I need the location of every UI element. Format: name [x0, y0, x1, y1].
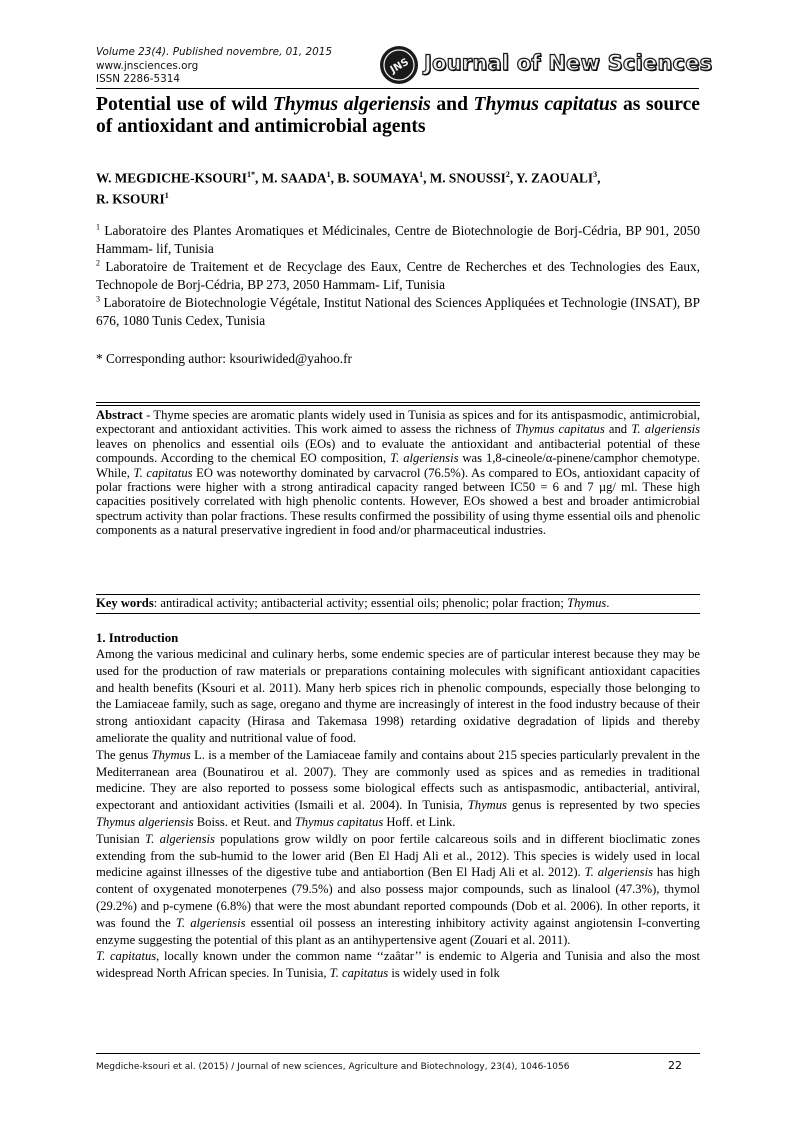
- abstract-mid-rule: [96, 594, 700, 595]
- species-name: T. capitatus: [96, 949, 157, 964]
- title-text-1: Potential use of wild: [96, 94, 273, 115]
- title-species-1: Thymus algeriensis: [272, 94, 431, 115]
- author-name: W. MEGDICHE-KSOURI: [96, 170, 247, 186]
- introduction-body: [96, 646, 700, 982]
- journal-logo: [378, 44, 713, 86]
- corresponding-author: * Corresponding author: ksouriwided@yahoo.fr: [96, 351, 352, 366]
- species-name: Thymus algeriensis: [96, 814, 194, 829]
- footer-citation: Megdiche-ksouri et al. (2015) / Journal of new sciences, Agriculture and Biotechnology, 23(4), 1046-1056: [96, 1062, 570, 1072]
- author-affil-mark: 1: [164, 191, 169, 201]
- affiliation-text: Laboratoire de Traitement et de Recyclage des Eaux, Centre de Recherches et des Technologies des Eaux, Technopole de Borj-Cédria, BP 273, 2050 Hammam- Lif, Tunisia: [96, 259, 700, 292]
- species-name: Thymus capitatus: [294, 814, 384, 829]
- abstract-text: EO was noteworthy dominated by carvacrol (76.5%). As compared to EOs, antioxidant capacity of polar fractions were higher with a strong antiradical capacity ranged between IC50 = 6 and 7 µg/ ml. These high capacities positively correlated with high phenolic contents. However, EOs showed a best and broader antimicrobial spectrum activity than polar fractions. These results confirmed the possibility of using thyme essential oils and phenolic components as a natural preservative ingredient in food and/or pharmaceutical industries.: [96, 465, 701, 538]
- affiliations: [96, 222, 700, 330]
- affiliation-text: Laboratoire des Plantes Aromatiques et Médicinales, Centre de Biotechnologie de Borj-Cédria, BP 901, 2050 Hammam- lif, Tunisia: [96, 223, 701, 256]
- species-name: T. algeriensis: [145, 831, 215, 846]
- author-affil-mark: 1: [326, 170, 331, 179]
- paragraph: [96, 831, 700, 949]
- text-run: essential oil possess an interesting inhibitory activity against angiotensin I-converting enzyme suggesting the potential of this plant as an antihypertensive agent (Zouari et al. 2011).: [96, 915, 700, 947]
- affiliation-number: 3: [96, 294, 100, 304]
- abstract-bottom-rule: [96, 613, 700, 614]
- text-run: is widely used in folk: [388, 966, 500, 981]
- affiliation-item: [96, 222, 700, 258]
- author-name: M. SAADA: [261, 170, 327, 186]
- header-rule: [96, 88, 699, 89]
- affiliation-text: Laboratoire de Biotechnologie Végétale, Institut National des Sciences Appliquées et Technologie (INSAT), BP 676, 1080 Tunis Cedex, Tunisia: [96, 295, 701, 328]
- jns-seal-icon: [378, 44, 422, 86]
- author-affil-mark: 2: [505, 170, 510, 179]
- logo-badge-text: JNS: [388, 56, 411, 76]
- text-run: genus is represented by two species: [506, 798, 700, 813]
- species-name: T. capitatus: [329, 966, 389, 981]
- abstract-species: T. algeriensis: [390, 451, 459, 466]
- keywords-end: .: [606, 596, 610, 610]
- text-run: The genus: [96, 747, 152, 762]
- author-name: R. KSOURI: [96, 191, 165, 207]
- abstract-text: - Thyme species are aromatic plants widely used in Tunisia as spices and for its antispasmodic, antimicrobial, expectorant and antioxidant activities. This work aimed to assess the richness of: [96, 408, 700, 437]
- volume-line: Volume 23(4). Published novembre, 01, 2015: [96, 46, 332, 58]
- keywords-label: Key words: [96, 596, 154, 610]
- abstract-species: Thymus capitatus: [515, 422, 605, 437]
- abstract-label: Abstract: [96, 408, 143, 422]
- abstract-species: T. algeriensis: [631, 422, 701, 437]
- paper-title: [96, 94, 700, 138]
- text-run: Hoff. et Link.: [383, 814, 456, 829]
- abstract-text: was 1,8-cineole/α-pinene/camphor chemotype. While,: [96, 451, 700, 480]
- abstract-text: and: [604, 422, 632, 437]
- text-run: , locally known under the common name ‘‘zaâtar’’ is endemic to Algeria and Tunisia and also the most widespread North African species. In Tunisia,: [96, 949, 700, 981]
- section-heading-introduction: 1. Introduction: [96, 631, 179, 645]
- species-name: Thymus: [151, 747, 191, 762]
- issn-line: ISSN 2286-5314: [96, 73, 180, 85]
- keywords-text: : antiradical activity; antibacterial activity; essential oils; phenolic; polar fraction;: [153, 596, 568, 610]
- affiliation-item: [96, 258, 700, 294]
- species-name: T. algeriensis: [175, 915, 246, 930]
- abstract-top-rule: [96, 402, 700, 406]
- text-run: Boiss. et Reut. and: [193, 814, 295, 829]
- affiliation-item: [96, 294, 700, 330]
- abstract-species: T. capitatus: [133, 465, 193, 480]
- author-list: W. MEGDICHE-$KSOURI^{1*}$, M. SAADA$^1$, B. SOUMAYA$^1$, M. SNOUSSI$^2$, Y. ZAOUALI$^3$, R. KSOURI$^1$: [96, 170, 601, 207]
- title-species-2: Thymus capitatus: [473, 94, 618, 115]
- text-run: has high content of oxygenated monoterpenes (79.5%) and also possess major compounds, such as linalool (47.3%), thymol (29.2%) and p-cymene (6.8%) that were the most abundant reported compounds (Dob et al. 2006). In other reports, it was found the: [96, 865, 700, 930]
- author-name: B. SOUMAYA: [337, 170, 420, 186]
- journal-name: Journal of New Sciences: [424, 51, 713, 75]
- page-number: 22: [668, 1059, 682, 1072]
- footer-rule: [96, 1053, 700, 1054]
- website-line: www.jnsciences.org: [96, 59, 199, 72]
- author-name: Y. ZAOUALI: [516, 170, 594, 186]
- affiliation-number: 1: [96, 222, 100, 232]
- abstract-text: leaves on phenolics and essential oils (EOs) and to evaluate the antioxidant and antibacterial potential of these compounds. According to the chemical EO composition,: [96, 436, 700, 466]
- paragraph: [96, 948, 700, 982]
- keywords-italic: Thymus: [567, 596, 607, 610]
- species-name: T. algeriensis: [584, 865, 653, 880]
- title-text-3: as source of antioxidant and antimicrobial agents: [96, 94, 700, 137]
- paragraph: Among the various medicinal and culinary herbs, some endemic species are of particular interest because they may be used for the production of raw materials or preparations containing molecules with significant antioxidant capacities and health benefits (Ksouri et al. 2011). Many herb spices rich in phenolic compounds, especially those belonging to the Lamiaceae family, such as sage, oregano and thyme are increasingly of interest in the food industry because of their strong antioxidant capacity (Hirasa and Takemasa 1998) retarding oxidative degradation of lipids and thereby ameliorate the quality and nutritional value of food.: [96, 647, 700, 745]
- author-affil-mark: 1: [419, 170, 424, 179]
- abstract: [96, 408, 700, 538]
- author-affil-mark: 1*: [246, 170, 255, 179]
- affiliation-number: 2: [96, 258, 100, 268]
- title-text-2: and: [430, 94, 474, 115]
- author-name: M. SNOUSSI: [429, 170, 506, 186]
- species-name: Thymus: [467, 798, 507, 813]
- paragraph: [96, 747, 700, 831]
- text-run: populations grow wildly on poor fertile calcareous soils and in different bioclimatic zones extending from the sub-humid to the lower arid (Ben El Hadj Ali et al., 2012). This species is widely used in local medicine against illnesses of the digestive tube and antiabortion (Ben El Hadj Ali et al. 2012).: [96, 831, 701, 880]
- text-run: Tunisian: [96, 831, 146, 846]
- author-affil-mark: 3: [593, 170, 598, 179]
- keywords: [96, 596, 700, 610]
- text-run: L. is a member of the Lamiaceae family and contains about 215 species particularly prevalent in the Mediterranean area (Bounatirou et al. 2007). They are commonly used as spices and as remedies in traditional medicine. They are also reported to possess some biological effects such as antispasmodic, antibacterial, antiviral, expectorant and antioxidant activities (Ismaili et al. 2004). In Tunisia,: [96, 747, 700, 813]
- journal-meta: [96, 46, 332, 87]
